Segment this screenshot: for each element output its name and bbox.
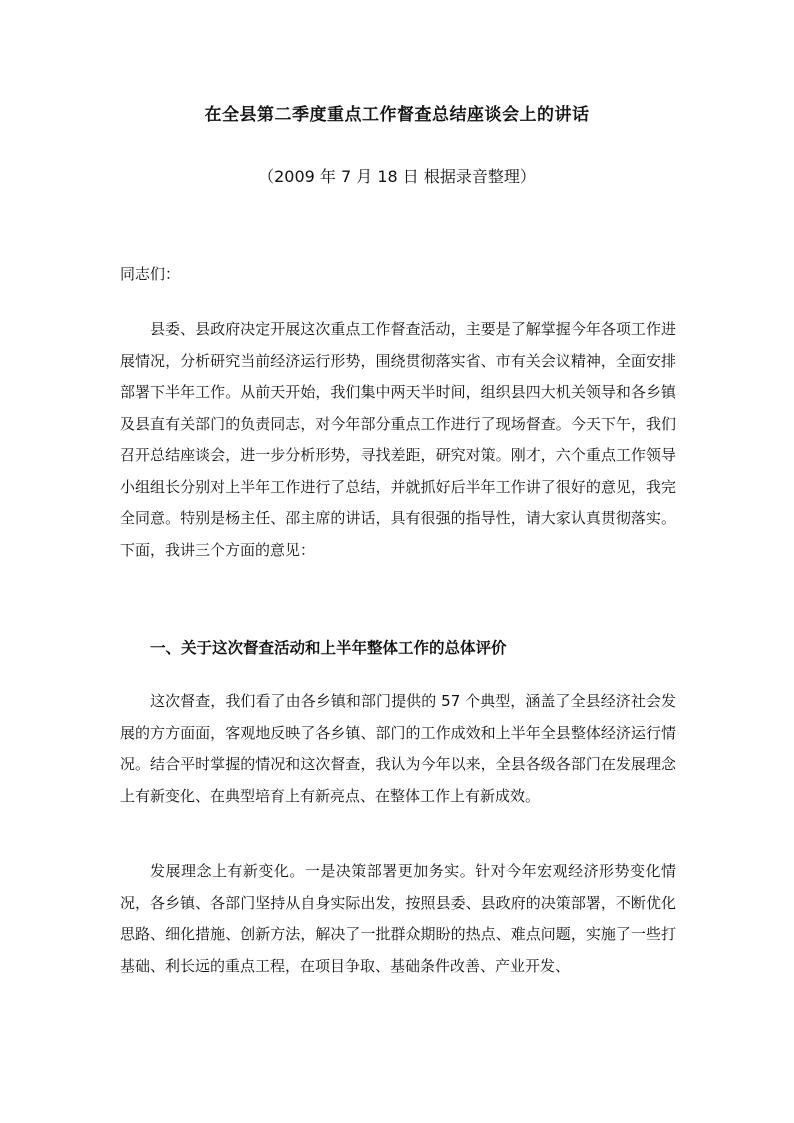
section-heading: 一、关于这次督查活动和上半年整体工作的总体评价 [150,639,507,657]
paragraph-evaluation: 这次督查，我们看了由各乡镇和部门提供的 57 个典型，涵盖了全县经济社会发展的方方面面，客观地反映了各乡镇、部门的工作成效和上半年全县整体经济运行情况。结合平时掌握的情况和这次督查，我认为今年以来，全县各级各部门在发展理念上有新变化、在典型培育上有新亮点、在整体工作上有新成效。 [120,692,676,805]
document-title: 在全县第二季度重点工作督查总结座谈会上的讲话 [204,105,590,125]
document-subtitle: （2009 年 7 月 18 日 根据录音整理） [258,167,536,186]
salutation: 同志们： [120,265,181,283]
paragraph-intro: 县委、县政府决定开展这次重点工作督查活动，主要是了解掌握今年各项工作进展情况，分析研究当前经济运行形势，围绕贯彻落实省、市有关会议精神，全面安排部署下半年工作。从前天开始，我们集中两天半时间，组织县四大机关领导和各乡镇及县直有关部门的负责同志，对今年部分重点工作进行了现场督查。今天下午，我们召开总结座谈会，进一步分析形势，寻找差距，研究对策。刚才，六个重点工作领导小组组长分别对上半年工作进行了总结，并就抓好后半年工作讲了很好的意见，我完全同意。特别是杨主任、邵主席的讲话，具有很强的指导性，请大家认真贯彻落实。下面，我讲三个方面的意见： [120,320,676,559]
paragraph-development-concept: 发展理念上有新变化。一是决策部署更加务实。针对今年宏观经济形势变化情况，各乡镇、各部门坚持从自身实际出发，按照县委、县政府的决策部署，不断优化思路、细化措施、创新方法，解决了一批群众期盼的热点、难点问题，实施了一些打基础、利长远的重点工程，在项目争取、基础条件改善、产业开发、 [120,862,676,975]
